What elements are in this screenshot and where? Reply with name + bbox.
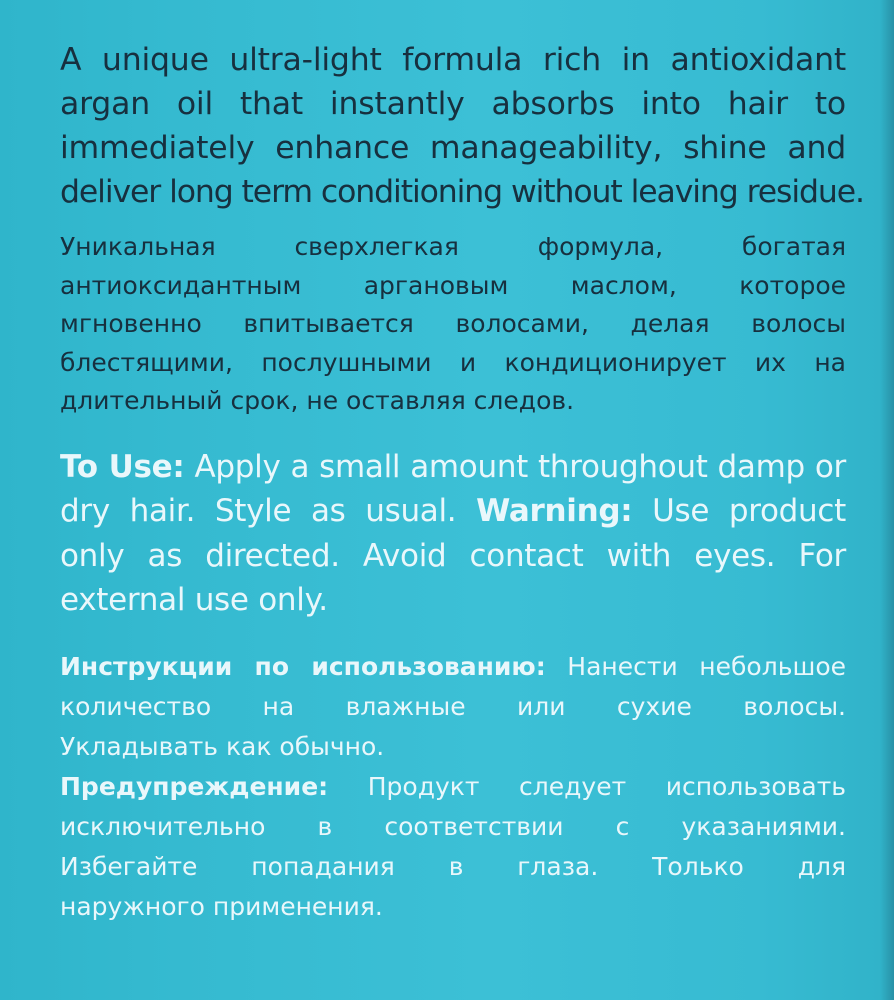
usage-ru-line: исключительно в соответствии с указаниями. (60, 811, 846, 841)
usage-ru-line (60, 767, 846, 807)
usage-en-text: Apply a small amount throughout damp or (184, 448, 846, 485)
usage-ru-line: наружного применения. (60, 891, 383, 921)
bottle-edge-shadow (880, 0, 894, 1000)
ru-warning-label: Предупреждение: (60, 771, 329, 801)
usage-ru-line: количество на влажные или сухие волосы. (60, 691, 846, 721)
description-ru-line: длительный срок, не оставляя следов. (60, 386, 575, 415)
description-ru-line: Уникальная сверхлегкая формула, богатая (60, 232, 846, 261)
description-en-line: argan oil that instantly absorbs into hair to (60, 86, 846, 122)
description-ru-line: мгновенно впитывается волосами, делая волосы (60, 309, 846, 338)
description-ru-line: антиоксидантным аргановым маслом, которое (60, 270, 846, 300)
usage-en-text: dry hair. Style as usual. (60, 493, 477, 529)
description-en-line: A unique ultra-light formula rich in antioxidant (60, 42, 846, 78)
to-use-label: To Use: (60, 448, 185, 485)
usage-en-line (60, 445, 846, 490)
usage-en-text: Use product (632, 493, 846, 529)
usage-en-line: only as directed. Avoid contact with eyes. For (60, 537, 846, 574)
usage-en-line: external use only. (60, 582, 328, 618)
warning-label: Warning: (476, 493, 633, 529)
usage-ru-line (60, 647, 846, 687)
usage-ru-line: Избегайте попадания в глаза. Только для (60, 851, 846, 881)
description-ru-line: блестящими, послушными и кондиционирует их на (60, 347, 846, 377)
usage-english (60, 445, 846, 623)
usage-ru-text: Продукт следует использовать (328, 771, 846, 801)
description-english (60, 38, 864, 214)
usage-russian (60, 647, 846, 927)
description-russian (60, 228, 846, 421)
description-en-line: deliver long term conditioning without leaving residue. (60, 174, 864, 210)
instructions-label: Инструкции по использованию: (60, 651, 546, 681)
description-en-line: immediately enhance manageability, shine and (60, 130, 846, 166)
usage-ru-text: Нанести небольшое (545, 651, 846, 681)
usage-ru-line: Укладывать как обычно. (60, 731, 385, 761)
usage-en-line (60, 489, 846, 534)
